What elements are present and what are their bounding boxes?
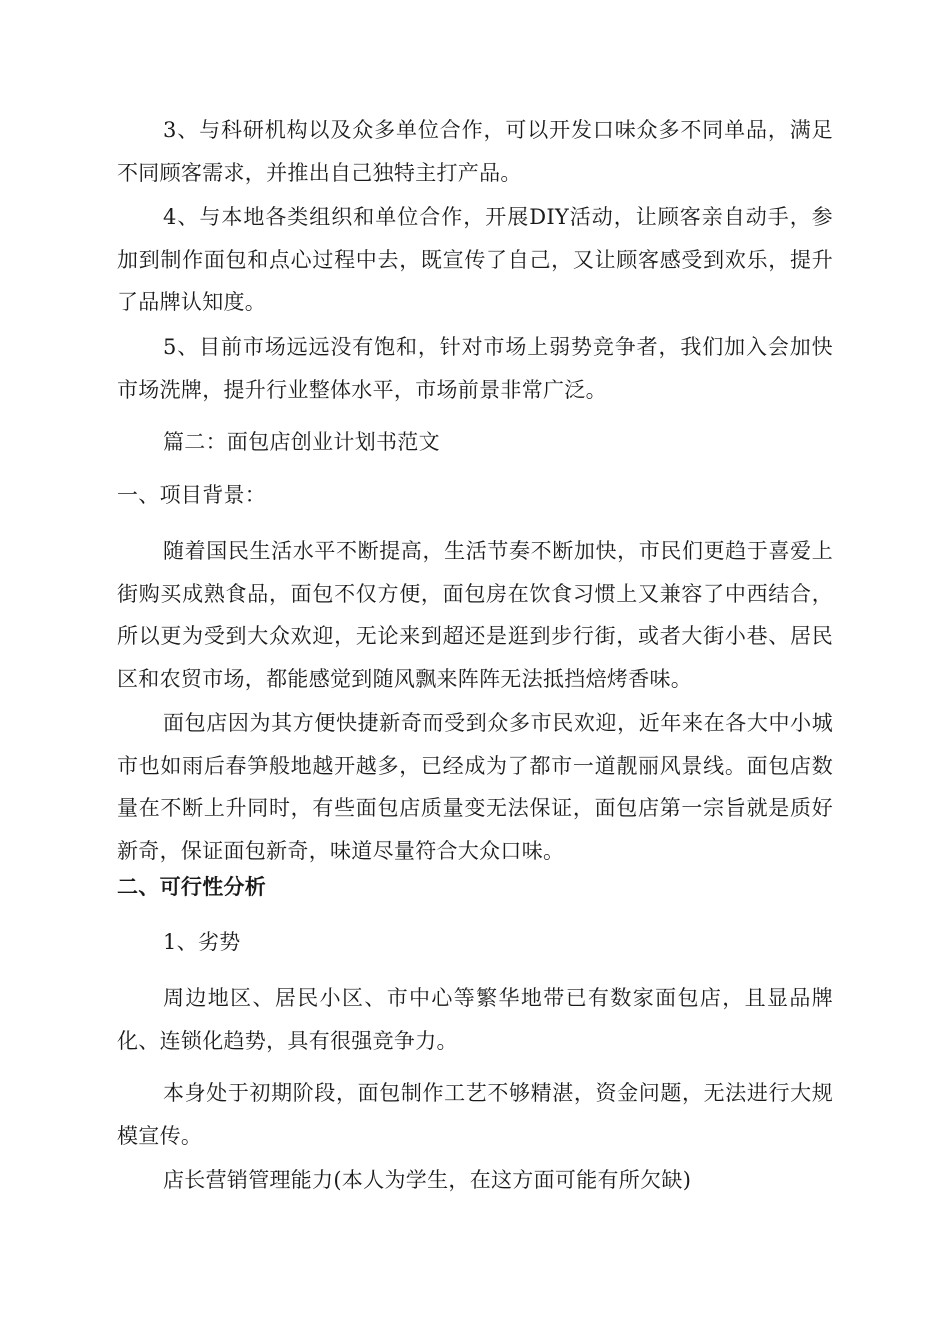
paragraph-disadvantage-competition: 周边地区、居民小区、市中心等繁华地带已有数家面包店，且显品牌化、连锁化趋势，具有很强竞争力。 [117,986,833,1053]
paragraph-background-1: 随着国民生活水平不断提高，生活节奏不断加快，市民们更趋于喜爱上街购买成熟食品，面包不仅方便，面包房在饮食习惯上又兼容了中西结合，所以更为受到大众欢迎，无论来到超还是逛到步行街，或者大街小巷、居民区和农贸市场，都能感觉到随风飘来阵阵无法抵挡焙烤香味。 [117,539,833,691]
paragraph-point-5: 5、目前市场远远没有饱和，针对市场上弱势竞争者，我们加入会加快市场洗牌，提升行业整体水平，市场前景非常广泛。 [117,335,833,402]
paragraph-background-2: 面包店因为其方便快捷新奇而受到众多市民欢迎，近年来在各大中小城市也如雨后春笋般地越开越多，已经成为了都市一道靓丽风景线。面包店数量在不断上升同时，有些面包店质量变无法保证，面包店第一宗旨就是质好新奇，保证面包新奇，味道尽量符合大众口味。 [117,711,833,863]
heading-project-background: 一、项目背景： [117,483,267,507]
paragraph-disadvantage-early-stage: 本身处于初期阶段，面包制作工艺不够精湛，资金问题，无法进行大规模宣传。 [117,1081,833,1148]
heading-feasibility-analysis: 二、可行性分析 [117,874,267,899]
paragraph-disadvantage-management: 店长营销管理能力(本人为学生，在这方面可能有所欠缺) [163,1168,692,1192]
paragraph-point-3: 3、与科研机构以及众多单位合作，可以开发口味众多不同单品，满足不同顾客需求，并推出自己独特主打产品。 [117,118,833,185]
section-title-part-two: 篇二：面包店创业计划书范文 [163,430,440,454]
paragraph-point-4: 4、与本地各类组织和单位合作，开展DIY活动，让顾客亲自动手，参加到制作面包和点心过程中去，既宣传了自己，又让顾客感受到欢乐，提升了品牌认知度。 [117,205,833,314]
subheading-disadvantages: 1、劣势 [163,930,241,954]
